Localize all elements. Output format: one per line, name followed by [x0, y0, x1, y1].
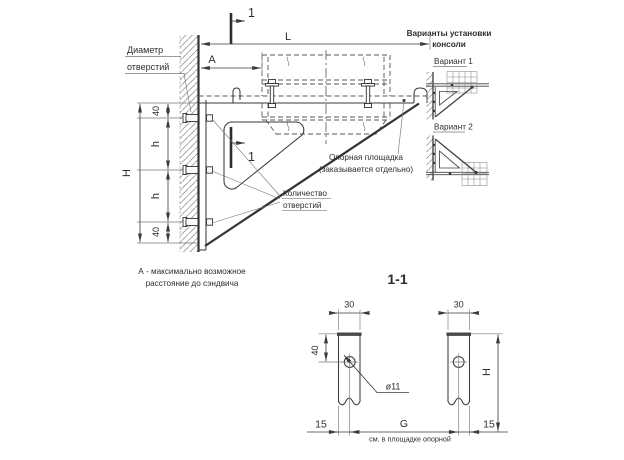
footnote — [138, 267, 246, 288]
dimension-H-section — [471, 334, 503, 431]
variants-title-line1: Варианты установки — [406, 29, 492, 38]
dimension-30-right — [439, 300, 480, 331]
variant-1-pipe-grid — [447, 72, 477, 94]
sandwich-pipe — [262, 50, 390, 144]
dim-30-left-label: 30 — [344, 299, 355, 310]
variant-2-label: Вариант 2 — [434, 122, 473, 132]
section-mark-top — [231, 6, 255, 44]
variants-title-line2: консоли — [432, 40, 466, 49]
dim-h-upper-label: h — [150, 140, 162, 148]
dimension-bottom-row — [307, 406, 508, 444]
arm-left-hook — [233, 88, 240, 103]
support-pad-line1: Опорная площадка — [329, 153, 403, 162]
console-arm — [199, 88, 428, 103]
variant-1-label: Вариант 1 — [434, 57, 473, 66]
dim-H-main-label: H — [121, 169, 133, 177]
support-pad-line2: (заказывается отдельно) — [318, 165, 414, 174]
dim-40-section-label: 40 — [310, 345, 320, 356]
variant-2 — [426, 123, 489, 186]
holes-count-line2: отверстий — [283, 201, 322, 210]
break-mark — [363, 122, 365, 131]
dim-30-right-label: 30 — [453, 299, 464, 310]
dim-40-bottom-label: 40 — [151, 226, 161, 238]
bracket-plate — [199, 100, 207, 250]
break-line — [339, 398, 361, 405]
section-mark-label: 1 — [248, 6, 255, 20]
arm-right-hook — [414, 88, 427, 103]
break-mark — [287, 57, 289, 66]
dim-A-label: A — [208, 54, 216, 66]
main-view — [121, 6, 430, 288]
dim-L-label: L — [284, 31, 292, 43]
wall-bolt — [183, 166, 213, 175]
wall-bolt — [183, 114, 213, 123]
footnote-line1: А - максимально возможное — [138, 267, 246, 276]
dim-40-top-label: 40 — [151, 105, 161, 117]
support-pad-note — [319, 99, 413, 174]
hole-dia-note-line1: Диаметр — [127, 45, 164, 55]
section-view — [307, 271, 508, 444]
variant-1 — [426, 57, 489, 120]
break-mark — [287, 122, 289, 131]
dim-15-right-label: 15 — [483, 418, 495, 431]
dimension-H-main — [121, 104, 140, 242]
break-mark — [363, 57, 365, 66]
variants-panel — [407, 29, 492, 186]
gusset-cutout — [224, 122, 304, 189]
dim-H-section-label: H — [481, 368, 493, 376]
dimension-A — [201, 52, 262, 74]
section-view-title: 1-1 — [387, 271, 408, 287]
holes-count-line1: Количество — [283, 189, 327, 198]
dimension-L — [201, 31, 430, 50]
hole-dia-callout — [344, 355, 409, 392]
section-mark-bottom — [231, 127, 255, 168]
dim-15-left-label: 15 — [315, 418, 327, 431]
section-mark-label: 1 — [248, 150, 255, 164]
dimension-30-left — [329, 300, 370, 331]
section-note: см. в площадке опорной — [369, 434, 451, 444]
section-left-plate — [337, 333, 362, 436]
wall-bolt — [183, 218, 213, 227]
dim-G-label: G — [399, 418, 409, 430]
footnote-line2: расстояние до сэндвича — [145, 279, 239, 288]
section-right-plate — [447, 333, 472, 436]
variant-2-pipe-grid — [462, 163, 487, 186]
dim-h-lower-label: h — [150, 192, 162, 200]
hole-dia-label: ø11 — [385, 381, 401, 392]
hole-dia-note-line2: отверстий — [127, 62, 170, 72]
gusset-hypotenuse — [205, 104, 419, 247]
